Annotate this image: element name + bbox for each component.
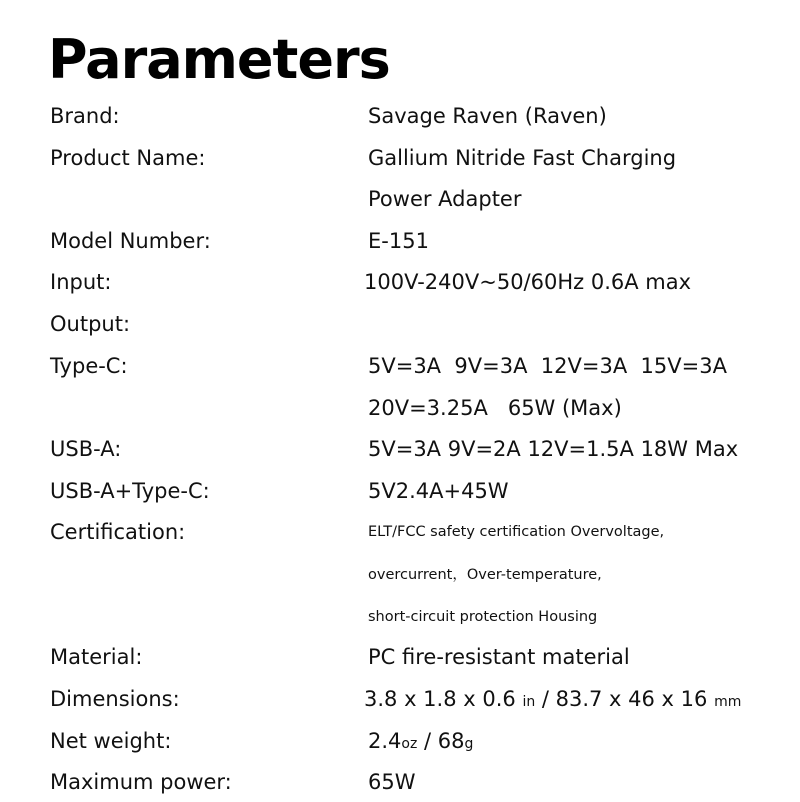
net-weight-g-unit: g	[464, 736, 474, 752]
usb-a-value: 5V=3A 9V=2A 12V=1.5A 18W Max	[368, 437, 739, 461]
product-name-row	[0, 138, 800, 178]
page-title: Parameters	[48, 28, 390, 91]
product-name-row-cont	[0, 179, 800, 219]
input-row	[0, 262, 800, 302]
net-weight-row	[0, 721, 800, 761]
product-name-label: Product Name:	[50, 146, 206, 170]
certification-value-cont: overcurrent，Over-temperature,	[368, 567, 602, 583]
type-c-row-cont	[0, 388, 800, 428]
brand-value: Savage Raven (Raven)	[368, 104, 607, 128]
net-weight-g-value: / 68	[417, 729, 465, 753]
certification-row	[0, 512, 800, 552]
model-number-label: Model Number:	[50, 229, 211, 253]
brand-row	[0, 96, 800, 136]
certification-row-cont2	[0, 597, 800, 637]
product-name-value: Gallium Nitride Fast Charging	[368, 146, 677, 170]
input-value: 100V-240V~50/60Hz 0.6A max	[364, 270, 692, 294]
dimensions-value	[364, 679, 741, 722]
dimensions-label: Dimensions:	[50, 687, 180, 711]
dimensions-inch-unit: in	[522, 694, 536, 710]
net-weight-label: Net weight:	[50, 729, 172, 753]
certification-value: ELT/FCC safety certification Overvoltage,	[368, 524, 665, 540]
material-row	[0, 637, 800, 677]
maximum-power-label: Maximum power:	[50, 770, 232, 794]
dimensions-mm-unit: mm	[714, 694, 742, 710]
brand-label: Brand:	[50, 104, 120, 128]
output-row	[0, 304, 800, 344]
certification-row-cont	[0, 555, 800, 595]
material-value: PC fire-resistant material	[368, 645, 630, 669]
certification-value-cont2: short-circuit protection Housing	[368, 609, 598, 625]
certification-label: Certification:	[50, 520, 186, 544]
dimensions-row	[0, 679, 800, 719]
dimensions-mm-values: / 83.7 x 46 x 16	[535, 687, 715, 711]
model-number-row	[0, 221, 800, 261]
usb-a-type-c-label: USB-A+Type-C:	[50, 479, 210, 503]
usb-a-row	[0, 429, 800, 469]
type-c-value: 5V=3A 9V=3A 12V=3A 15V=3A	[368, 354, 727, 378]
usb-a-label: USB-A:	[50, 437, 122, 461]
net-weight-oz-value: 2.4	[368, 729, 402, 753]
type-c-row	[0, 346, 800, 386]
net-weight-oz-unit: oz	[401, 736, 418, 752]
product-name-value-cont: Power Adapter	[368, 187, 522, 211]
dimensions-inch-values: 3.8 x 1.8 x 0.6	[364, 687, 523, 711]
maximum-power-value: 65W	[368, 770, 416, 794]
net-weight-value	[368, 721, 473, 764]
usb-a-type-c-value: 5V2.4A+45W	[368, 479, 509, 503]
maximum-power-row	[0, 762, 800, 802]
material-label: Material:	[50, 645, 143, 669]
usb-a-type-c-row	[0, 471, 800, 511]
output-label: Output:	[50, 312, 131, 336]
model-number-value: E-151	[368, 229, 429, 253]
type-c-label: Type-C:	[50, 354, 128, 378]
input-label: Input:	[50, 270, 112, 294]
type-c-value-cont: 20V=3.25A 65W (Max)	[368, 396, 622, 420]
